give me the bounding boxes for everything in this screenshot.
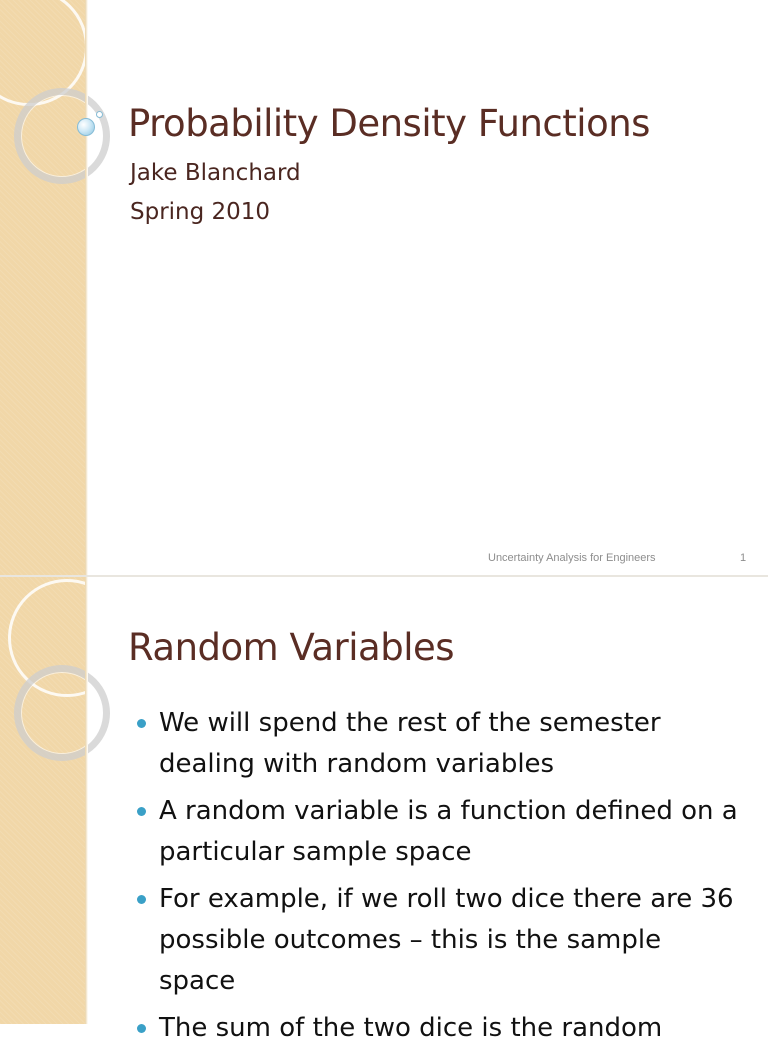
bullet-text: For example, if we roll two dice there are 36 possible outcomes – this is the sample space [159, 884, 734, 996]
bullet-item [134, 703, 744, 785]
slide-2 [0, 577, 768, 1043]
bullet-dot-icon [137, 719, 146, 728]
bullet-text: The sum of the two dice is the random [159, 1013, 663, 1043]
slide-title: Probability Density Functions [128, 102, 650, 145]
decorative-band [0, 0, 85, 576]
bullet-item [134, 791, 744, 873]
bullet-dot-icon [137, 895, 146, 904]
decorative-ring-icon [14, 88, 110, 184]
slide-footer: Uncertainty Analysis for Engineers [488, 552, 656, 564]
term-label: Spring 2010 [130, 199, 271, 225]
decorative-ring-icon [14, 665, 110, 761]
slide-title: Random Variables [128, 626, 455, 669]
bullet-text: A random variable is a function defined on a particular sample space [159, 796, 738, 867]
band-divider [85, 0, 88, 576]
bullet-item [134, 1008, 744, 1049]
bullet-dot-icon [137, 807, 146, 816]
bubble-icon [96, 111, 103, 118]
page-number: 1 [740, 552, 747, 564]
band-divider [85, 577, 88, 1024]
bullet-list [134, 703, 744, 1055]
bullet-item [134, 879, 744, 1002]
bullet-text: We will spend the rest of the semester dealing with random variables [159, 708, 661, 779]
author-name: Jake Blanchard [130, 160, 301, 186]
bubble-icon [77, 118, 95, 136]
decorative-band [0, 577, 85, 1024]
bullet-dot-icon [137, 1024, 146, 1033]
